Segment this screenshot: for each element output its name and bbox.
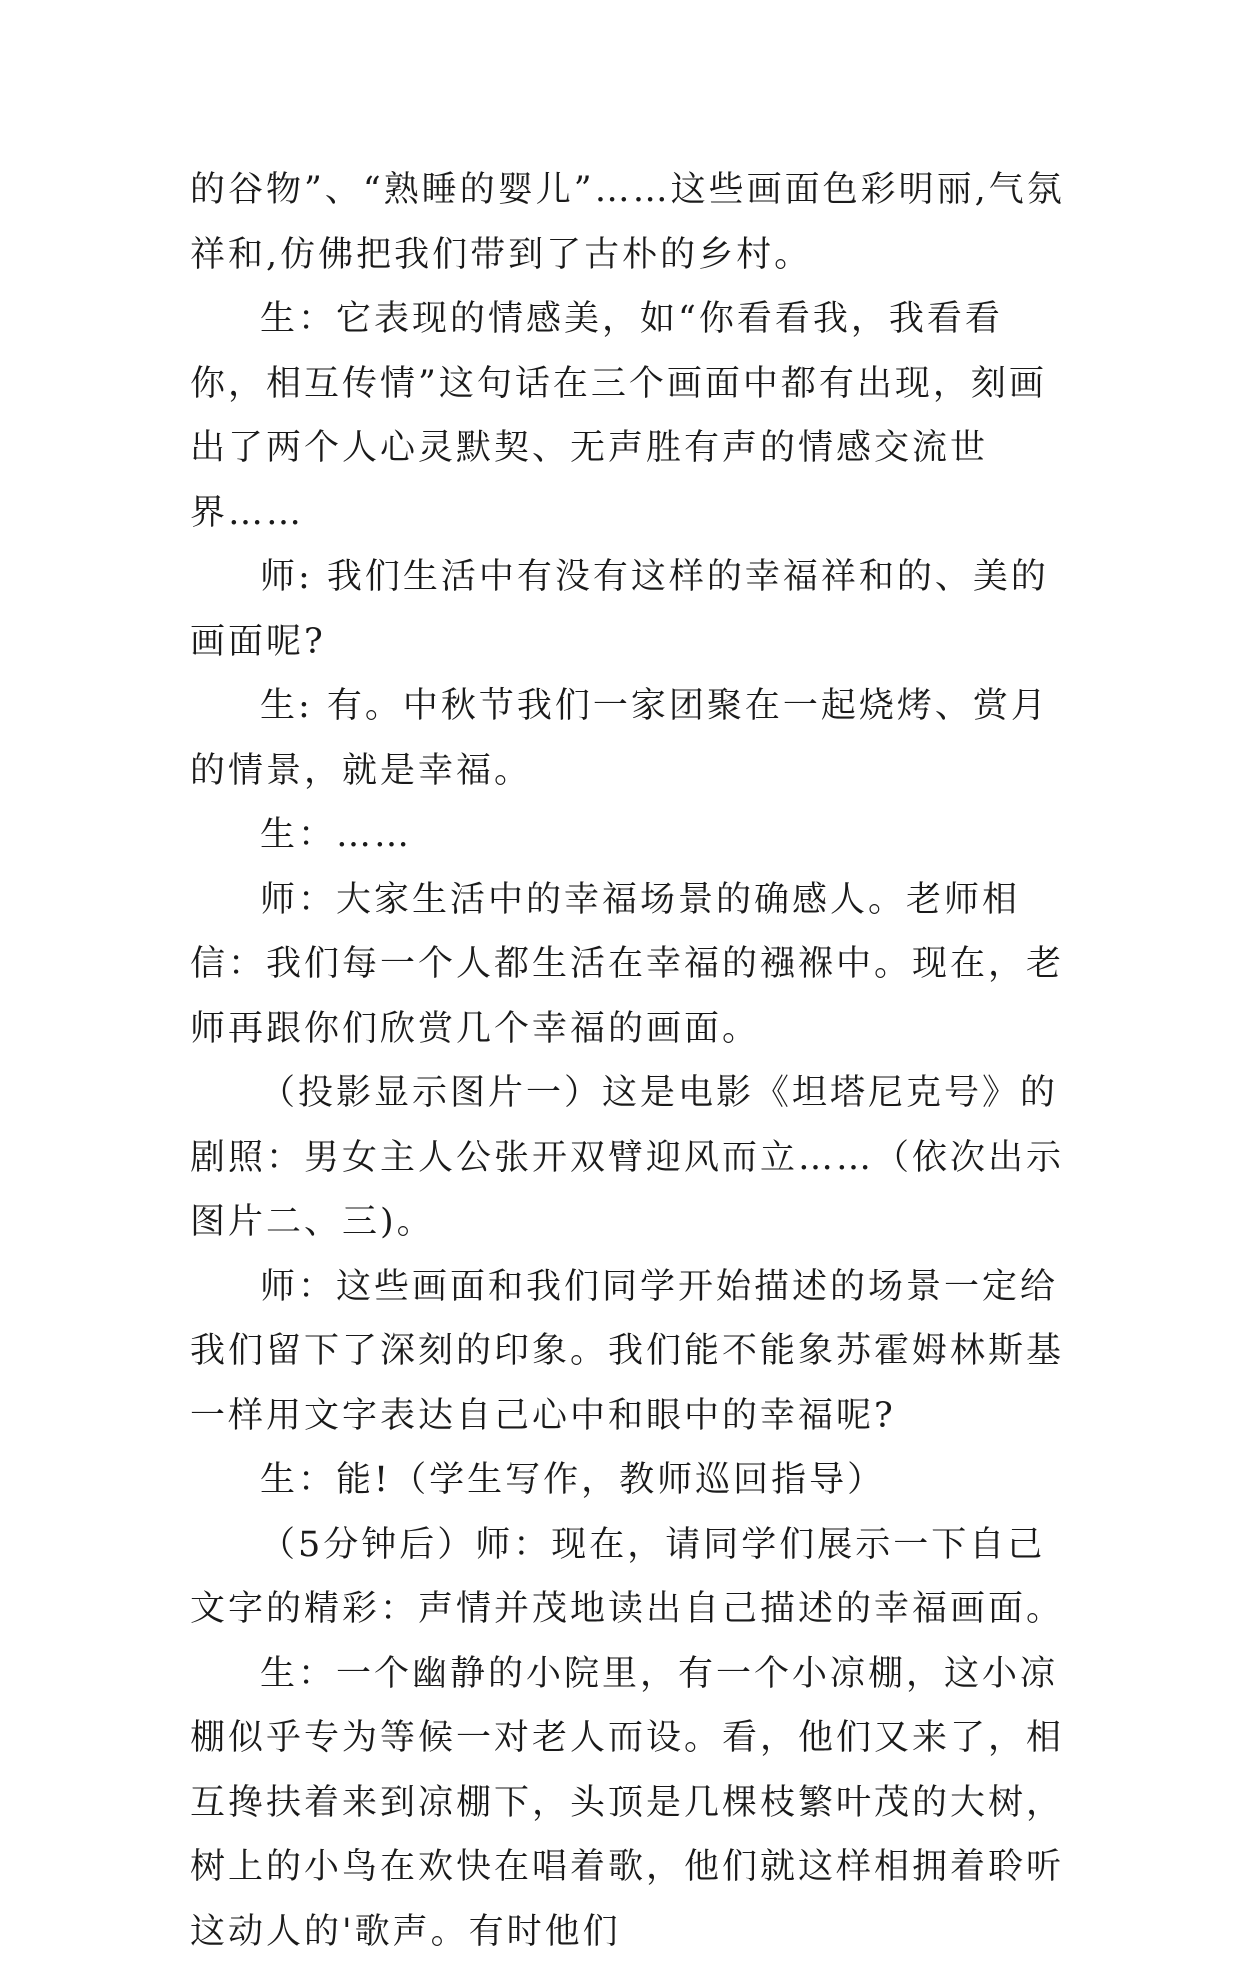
paragraph-5: 生：…… (190, 803, 1070, 868)
paragraph-1: 的谷物”、“熟睡的婴儿”……这些画面色彩明丽,气氛祥和,仿佛把我们带到了古朴的乡村。 (190, 158, 1070, 287)
paragraph-8: 师：这些画面和我们同学开始描述的场景一定给我们留下了深刻的印象。我们能不能象苏霍姆林斯基一样用文字表达自己心中和眼中的幸福呢? (190, 1255, 1070, 1449)
paragraph-2: 生：它表现的情感美，如“你看看我，我看看你，相互传情”这句话在三个画面中都有出现，刻画出了两个人心灵默契、无声胜有声的情感交流世界…… (190, 287, 1070, 545)
paragraph-3: 师: 我们生活中有没有这样的幸福祥和的、美的画面呢? (190, 545, 1070, 674)
paragraph-4: 生: 有。中秋节我们一家团聚在一起烧烤、赏月的情景，就是幸福。 (190, 674, 1070, 803)
paragraph-7: （投影显示图片一）这是电影《坦塔尼克号》的剧照：男女主人公张开双臂迎风而立……（依次出示图片二、三)。 (190, 1061, 1070, 1255)
body-text (190, 158, 1070, 1964)
paragraph-11: 生：一个幽静的小院里，有一个小凉棚，这小凉棚似乎专为等候一对老人而设。看，他们又来了，相互搀扶着来到凉棚下，头顶是几棵枝繁叶茂的大树，树上的小鸟在欢快在唱着歌，他们就这样相拥着聆听这动人的'歌声。有时他们 (190, 1642, 1070, 1964)
paragraph-6: 师：大家生活中的幸福场景的确感人。老师相信：我们每一个人都生活在幸福的襁褓中。现在，老师再跟你们欣赏几个幸福的画面。 (190, 868, 1070, 1062)
paragraph-9: 生：能!（学生写作，教师巡回指导） (190, 1448, 1070, 1513)
paragraph-10: （5分钟后）师：现在，请同学们展示一下自己文字的精彩：声情并茂地读出自己描述的幸福画面。 (190, 1513, 1070, 1642)
